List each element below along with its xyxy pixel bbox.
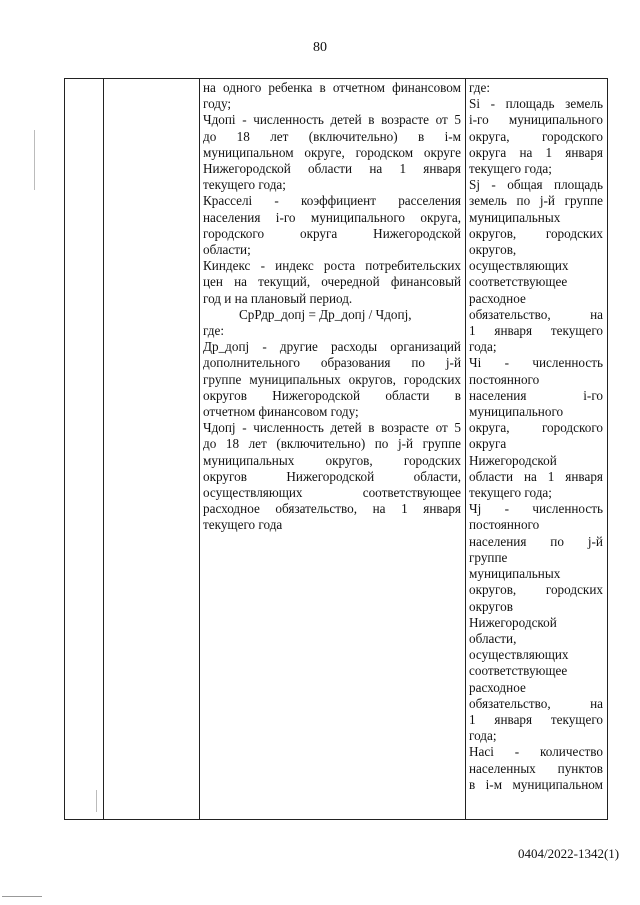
scan-mark-left [34, 130, 35, 190]
text-line: текущего года [203, 517, 283, 533]
text-line: текущего года; [469, 161, 552, 177]
text-line: области, [469, 630, 517, 646]
text-line: населенных пунктов [469, 760, 603, 776]
scan-mark-bottom [2, 896, 42, 897]
text-line: постоянного [469, 371, 540, 387]
text-line: Чдопi - численность детей в возрасте от 5 [203, 112, 461, 128]
text-line: отчетном финансовом году; [203, 404, 359, 420]
text-line: Нижегородской области на 1 января [203, 161, 461, 177]
text-line: земель по j-й группе [469, 193, 603, 209]
text-line: Др_допj - другие расходы организаций [203, 339, 461, 355]
text-line: Нижегородской [469, 452, 557, 468]
text-line: муниципального [469, 404, 564, 420]
text-line: текущего года; [469, 485, 552, 501]
text-line: муниципальном округе, городском округе [203, 144, 461, 160]
text-line: осуществляющих [469, 647, 569, 663]
text-line: год и на плановый период. [203, 290, 353, 306]
text-line: округа [469, 436, 507, 452]
text-line: округов Нижегородской области в [203, 387, 461, 403]
text-line: расходное обязательство, на 1 января [203, 501, 461, 517]
text-line: расходное [469, 679, 526, 695]
text-line: году; [203, 96, 232, 112]
scan-mark-left-lower [96, 790, 97, 812]
column-border-1 [103, 79, 104, 819]
text-line: осуществляющих соответствующее [203, 485, 461, 501]
text-line: где: [203, 323, 224, 339]
text-line: округа на 1 января [469, 144, 603, 160]
text-line: обязательство, на [469, 695, 603, 711]
text-line: Si - площадь земель [469, 96, 603, 112]
text-line: городского округа Нижегородской [203, 225, 461, 241]
text-line: округа, городского [469, 128, 603, 144]
text-line: округов Нижегородской области, [203, 468, 461, 484]
text-line: округов, городских [469, 225, 603, 241]
text-line: муниципальных округов, городских [203, 452, 461, 468]
text-line: до 18 лет (включительно) по j-й группе [203, 436, 461, 452]
document-table [64, 78, 608, 820]
text-line: Нижегородской [469, 614, 557, 630]
text-line: муниципальных [469, 566, 561, 582]
column-border-2 [199, 79, 200, 819]
table-cell-col3-text [203, 80, 461, 534]
text-line: соответствующее [469, 663, 568, 679]
text-line: СрРдр_допj = Др_допj / Чдопj, [239, 306, 412, 322]
text-line: области на 1 января [469, 468, 603, 484]
text-line: на одного ребенка в отчетном финансовом [203, 80, 461, 95]
text-line: группе [469, 549, 508, 565]
text-line: Чj - численность [469, 501, 603, 517]
text-line: цен на текущий, очередной финансовый [203, 274, 461, 290]
page-number: 80 [313, 40, 327, 55]
text-line: года; [469, 728, 497, 744]
text-line: муниципальных [469, 209, 561, 225]
text-line: населения по j-й [469, 533, 603, 549]
text-line: где: [469, 80, 490, 95]
text-line: 1 января текущего [469, 323, 603, 339]
text-line: в i-м муниципальном [469, 776, 603, 792]
text-line: округа, городского [469, 420, 603, 436]
text-line: Насi - количество [469, 744, 603, 760]
text-line: населения i-го муниципального округа, [203, 209, 461, 225]
text-line: расходное [469, 290, 526, 306]
text-line: до 18 лет (включительно) в i-м [203, 128, 461, 144]
text-line: года; [469, 339, 497, 355]
text-line: населения i-го [469, 387, 603, 403]
table-cell-col4-text [469, 80, 603, 793]
text-line: группе муниципальных округов, городских [203, 371, 461, 387]
text-line: постоянного [469, 517, 540, 533]
column-border-3 [465, 79, 466, 819]
text-line: текущего года; [203, 177, 286, 193]
text-line: дополнительного образования по j-й [203, 355, 461, 371]
text-line: осуществляющих [469, 258, 569, 274]
document-code: 0404/2022-1342(1) [518, 846, 620, 861]
text-line: Красселi - коэффициент расселения [203, 193, 461, 209]
text-line: Sj - общая площадь [469, 177, 603, 193]
text-line: соответствующее [469, 274, 568, 290]
text-line: округов, [469, 242, 517, 258]
text-line: Киндекс - индекс роста потребительских [203, 258, 461, 274]
text-line: 1 января текущего [469, 711, 603, 727]
text-line: i-го муниципального [469, 112, 603, 128]
text-line: области; [203, 242, 251, 258]
text-line: Чдопj - численность детей в возрасте от 5 [203, 420, 461, 436]
text-line: округов, городских [469, 582, 603, 598]
text-line: обязательство, на [469, 306, 603, 322]
text-line: Чi - численность [469, 355, 603, 371]
text-line: округов [469, 598, 513, 614]
